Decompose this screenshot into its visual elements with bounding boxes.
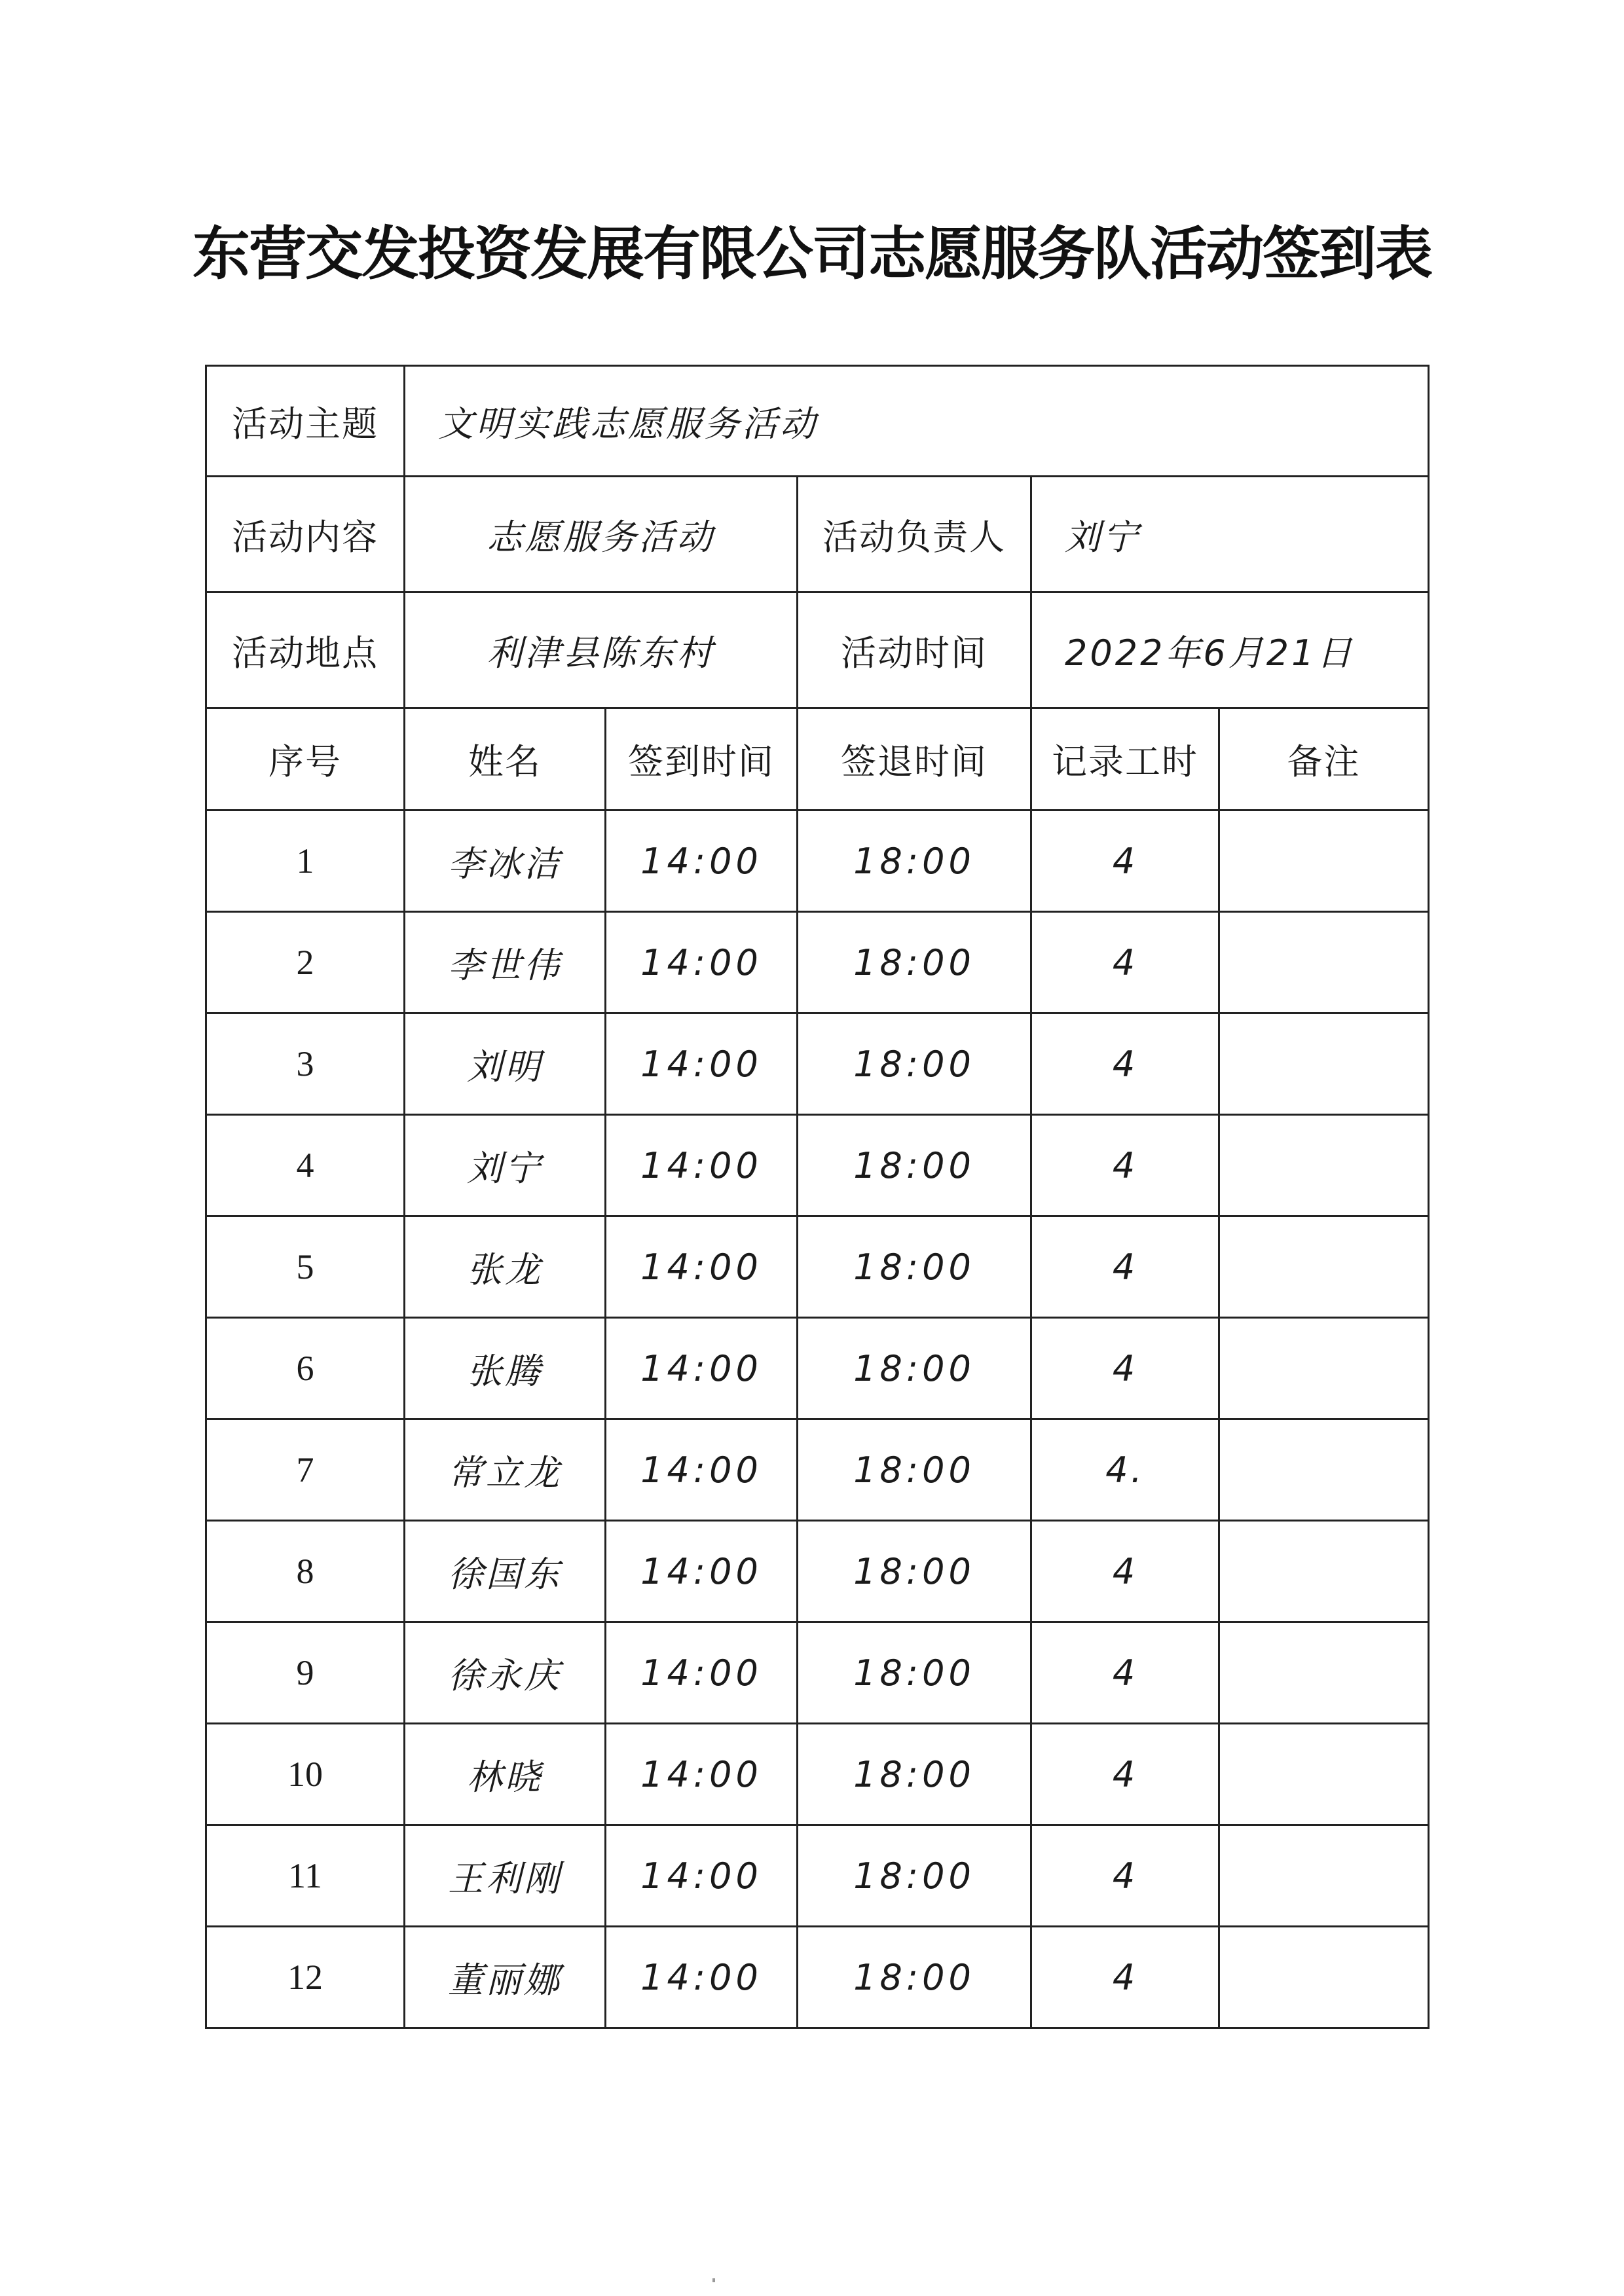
signature-cell: 张腾 <box>405 1318 606 1419</box>
work-hours-cell: 4 <box>1031 1216 1219 1318</box>
document-title: 东营交发投资发展有限公司志愿服务队活动签到表 <box>192 219 1431 287</box>
row-number-cell: 3 <box>206 1013 405 1115</box>
sign-in-time-cell: 14:00 <box>606 1927 798 2028</box>
sign-out-time-cell: 18:00 <box>798 1521 1031 1622</box>
work-hours-cell: 4 <box>1031 1521 1219 1622</box>
table-row <box>206 1318 1429 1419</box>
column-header-row <box>206 708 1429 811</box>
sign-out-time-cell: 18:00 <box>798 1318 1031 1419</box>
header-name: 姓名 <box>405 708 606 811</box>
header-hours: 记录工时 <box>1031 708 1219 811</box>
sign-in-time-cell: 14:00 <box>606 1115 798 1216</box>
header-sign-out: 签退时间 <box>798 708 1031 811</box>
sign-out-time-cell: 18:00 <box>798 1216 1031 1318</box>
sign-out-time-cell: 18:00 <box>798 1825 1031 1927</box>
signature-cell: 常立龙 <box>405 1419 606 1521</box>
sign-out-time-cell: 18:00 <box>798 1622 1031 1724</box>
sign-in-time-cell: 14:00 <box>606 1419 798 1521</box>
theme-row <box>206 366 1429 477</box>
work-hours-cell: 4 <box>1031 1724 1219 1825</box>
remark-cell <box>1219 1622 1429 1724</box>
header-remark: 备注 <box>1219 708 1429 811</box>
row-number-cell: 6 <box>206 1318 405 1419</box>
signature-cell: 李冰洁 <box>405 811 606 912</box>
sign-in-time-cell: 14:00 <box>606 912 798 1013</box>
row-number-cell: 1 <box>206 811 405 912</box>
row-number-cell: 8 <box>206 1521 405 1622</box>
sign-out-time-cell: 18:00 <box>798 1724 1031 1825</box>
row-number-cell: 2 <box>206 912 405 1013</box>
content-value: 志愿服务活动 <box>405 477 798 592</box>
table-row <box>206 1419 1429 1521</box>
row-number-cell: 12 <box>206 1927 405 2028</box>
table-row <box>206 1927 1429 2028</box>
signature-cell: 李世伟 <box>405 912 606 1013</box>
row-number-cell: 7 <box>206 1419 405 1521</box>
row-number-cell: 10 <box>206 1724 405 1825</box>
sign-out-time-cell: 18:00 <box>798 1419 1031 1521</box>
signature-cell: 徐永庆 <box>405 1622 606 1724</box>
work-hours-cell: 4 <box>1031 912 1219 1013</box>
remark-cell <box>1219 811 1429 912</box>
sign-in-time-cell: 14:00 <box>606 1825 798 1927</box>
remark-cell <box>1219 1318 1429 1419</box>
row-number-cell: 9 <box>206 1622 405 1724</box>
work-hours-cell: 4 <box>1031 1825 1219 1927</box>
table-row <box>206 1115 1429 1216</box>
table-row <box>206 811 1429 912</box>
remark-cell <box>1219 1724 1429 1825</box>
sign-in-time-cell: 14:00 <box>606 1318 798 1419</box>
remark-cell <box>1219 1216 1429 1318</box>
remark-cell <box>1219 1419 1429 1521</box>
theme-value: 文明实践志愿服务活动 <box>405 366 1429 477</box>
signature-cell: 林晓 <box>405 1724 606 1825</box>
header-no: 序号 <box>206 708 405 811</box>
sign-out-time-cell: 18:00 <box>798 1927 1031 2028</box>
signature-cell: 刘宁 <box>405 1115 606 1216</box>
table-row <box>206 912 1429 1013</box>
table-row <box>206 1013 1429 1115</box>
location-label: 活动地点 <box>206 592 405 708</box>
row-number-cell: 5 <box>206 1216 405 1318</box>
remark-cell <box>1219 1013 1429 1115</box>
scan-dot <box>712 2278 715 2282</box>
leader-value: 刘宁 <box>1031 477 1429 592</box>
theme-label: 活动主题 <box>206 366 405 477</box>
table-row <box>206 1825 1429 1927</box>
signature-cell: 张龙 <box>405 1216 606 1318</box>
remark-cell <box>1219 1115 1429 1216</box>
sign-out-time-cell: 18:00 <box>798 912 1031 1013</box>
work-hours-cell: 4 <box>1031 1013 1219 1115</box>
row-number-cell: 11 <box>206 1825 405 1927</box>
work-hours-cell: 4 <box>1031 1927 1219 2028</box>
signature-cell: 徐国东 <box>405 1521 606 1622</box>
sign-in-time-cell: 14:00 <box>606 1622 798 1724</box>
sign-in-time-cell: 14:00 <box>606 1013 798 1115</box>
table-row <box>206 1216 1429 1318</box>
content-label: 活动内容 <box>206 477 405 592</box>
table-row <box>206 1724 1429 1825</box>
work-hours-cell: 4 <box>1031 1115 1219 1216</box>
signature-cell: 董丽娜 <box>405 1927 606 2028</box>
time-value: 2022年6月21日 <box>1031 592 1429 708</box>
sign-out-time-cell: 18:00 <box>798 1013 1031 1115</box>
sign-in-time-cell: 14:00 <box>606 1724 798 1825</box>
table-row <box>206 1521 1429 1622</box>
signature-cell: 王利刚 <box>405 1825 606 1927</box>
remark-cell <box>1219 912 1429 1013</box>
sign-out-time-cell: 18:00 <box>798 811 1031 912</box>
sign-in-time-cell: 14:00 <box>606 1521 798 1622</box>
sign-in-time-cell: 14:00 <box>606 1216 798 1318</box>
table-row <box>206 1622 1429 1724</box>
work-hours-cell: 4 <box>1031 1318 1219 1419</box>
signature-cell: 刘明 <box>405 1013 606 1115</box>
work-hours-cell: 4 <box>1031 811 1219 912</box>
header-sign-in: 签到时间 <box>606 708 798 811</box>
row-number-cell: 4 <box>206 1115 405 1216</box>
location-value: 利津县陈东村 <box>405 592 798 708</box>
sign-in-time-cell: 14:00 <box>606 811 798 912</box>
sign-in-table <box>205 365 1430 2029</box>
remark-cell <box>1219 1927 1429 2028</box>
work-hours-cell: 4 <box>1031 1622 1219 1724</box>
leader-label: 活动负责人 <box>798 477 1031 592</box>
remark-cell <box>1219 1521 1429 1622</box>
remark-cell <box>1219 1825 1429 1927</box>
sign-out-time-cell: 18:00 <box>798 1115 1031 1216</box>
location-row <box>206 592 1429 708</box>
time-label: 活动时间 <box>798 592 1031 708</box>
content-row <box>206 477 1429 592</box>
work-hours-cell: 4. <box>1031 1419 1219 1521</box>
